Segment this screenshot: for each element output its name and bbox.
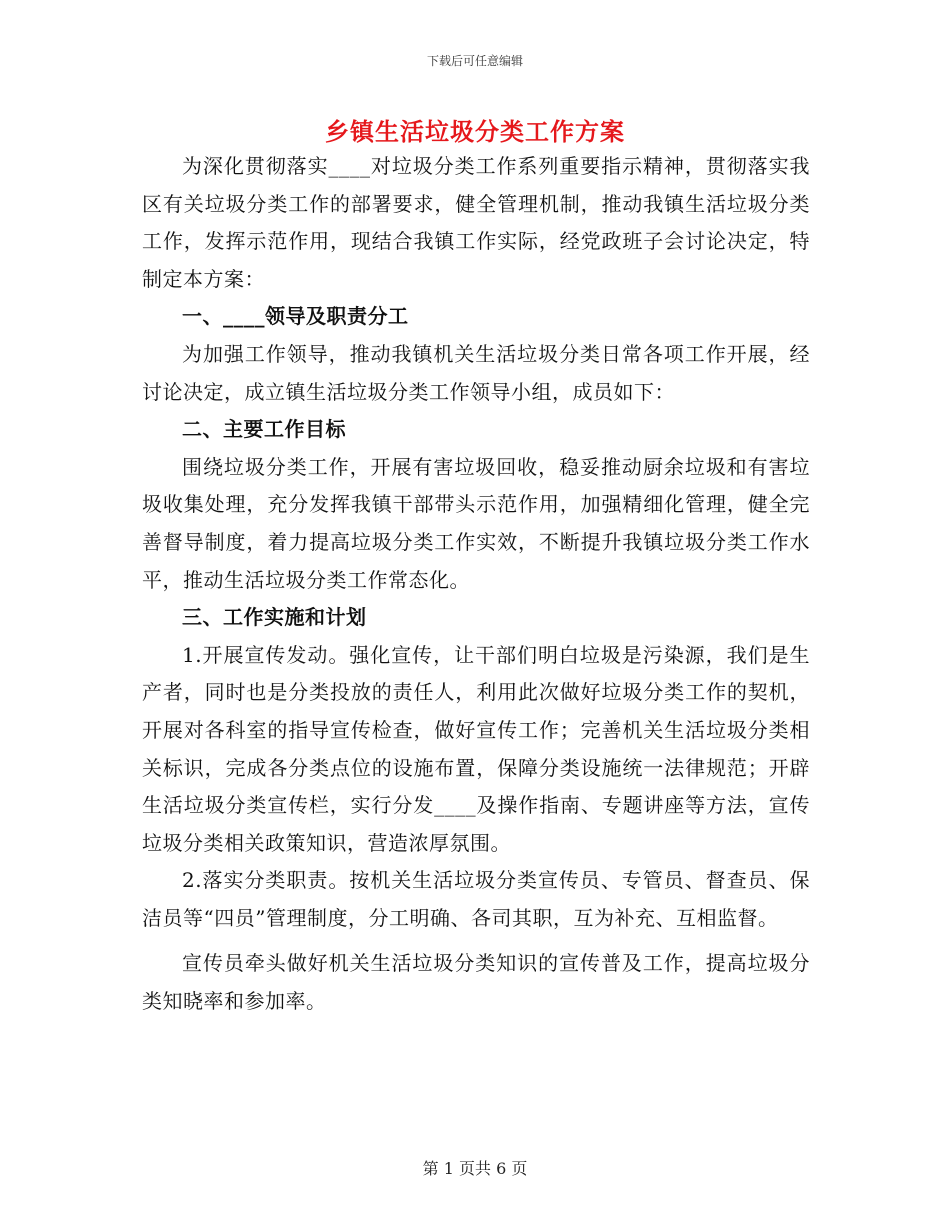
page-number: 第 1 页共 6 页: [422, 1159, 528, 1178]
section-2-paragraph: 围绕垃圾分类工作，开展有害垃圾回收，稳妥推动厨余垃圾和有害垃圾收集处理，充分发挥我镇干部带头示范作用，加强精细化管理，健全完善督导制度，着力提高垃圾分类工作实效，不断提升我镇垃圾分类工作水平，推动生活垃圾分类工作常态化。: [142, 454, 810, 592]
section-2-heading: 二、主要工作目标: [182, 417, 346, 442]
section-1-heading: 一、____领导及职责分工: [182, 304, 409, 329]
item-1-paragraph: 1.开展宣传发动。强化宣传，让干部们明白垃圾是污染源，我们是生产者，同时也是分类投放的责任人，利用此次做好垃圾分类工作的契机，开展对各科室的指导宣传检查，做好宣传工作；完善机关生活垃圾分类相关标识，完成各分类点位的设施布置，保障分类设施统一法律规范；开辟生活垃圾分类宣传栏，实行分发____及操作指南、专题讲座等方法，宣传垃圾分类相关政策知识，营造浓厚氛围。: [142, 642, 810, 855]
section-1-paragraph: 为加强工作领导，推动我镇机关生活垃圾分类日常各项工作开展，经讨论决定，成立镇生活垃圾分类工作领导小组，成员如下：: [142, 341, 810, 404]
section-3-heading: 三、工作实施和计划: [182, 605, 367, 630]
page-header-note: 下载后可任意编辑: [426, 54, 523, 68]
paragraph-gap: [142, 937, 810, 945]
item-2-sub-paragraph: 宣传员牵头做好机关生活垃圾分类知识的宣传普及工作，提高垃圾分类知晓率和参加率。: [142, 951, 810, 1014]
item-2-paragraph: 2.落实分类职责。按机关生活垃圾分类宣传员、专管员、督查员、保洁员等“四员”管理制度，分工明确、各司其职，互为补充、互相监督。: [142, 868, 810, 930]
document-body: [142, 148, 810, 1021]
document-title: 乡镇生活垃圾分类工作方案: [325, 117, 625, 146]
intro-paragraph: 为深化贯彻落实____对垃圾分类工作系列重要指示精神，贯彻落实我区有关垃圾分类工作的部署要求，健全管理机制，推动我镇生活垃圾分类工作，发挥示范作用，现结合我镇工作实际，经党政班子会讨论决定，特制定本方案：: [142, 154, 810, 291]
